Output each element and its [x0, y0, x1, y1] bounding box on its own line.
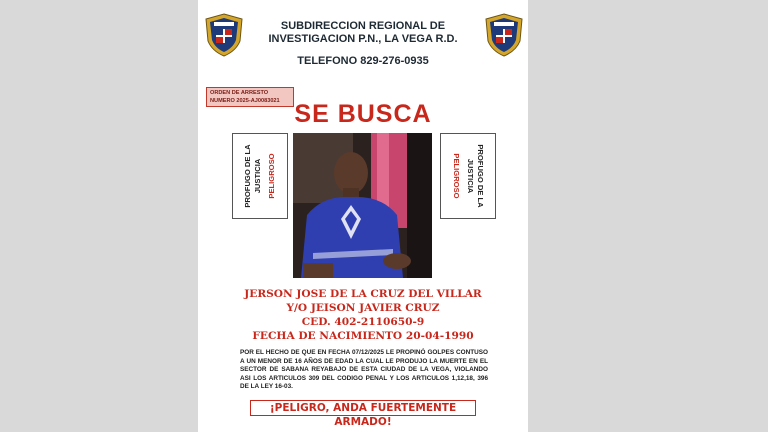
wanted-title: SE BUSCA — [294, 100, 432, 128]
arrest-order-number: NUMERO 2025-AJ0083021 — [210, 98, 280, 104]
armed-warning: ¡PELIGRO, ANDA FUERTEMENTE ARMADO! — [250, 400, 476, 416]
fugitive-box-left — [232, 133, 288, 219]
fugitive-box-right — [440, 133, 496, 219]
suspect-photo — [293, 133, 432, 278]
arrest-order-label: ORDEN DE ARRESTO — [210, 90, 269, 96]
header-phone: TELEFONO 829-276-0935 — [297, 55, 429, 67]
suspect-birthdate: FECHA DE NACIMIENTO 20-04-1990 — [252, 330, 474, 342]
fugitive-label-line1: PROFUGO DE LA — [243, 144, 252, 208]
suspect-id: CED. 402-2110650-9 — [301, 316, 425, 328]
header-line-2: INVESTIGACION P.N., LA VEGA R.D. — [268, 33, 458, 45]
crime-description: POR EL HECHO DE QUE EN FECHA 07/12/2025 LE PROPINÓ GOLPES CONTUSO A UN MENOR DE 16 AÑOS DE EDAD LA CUAL LE PRODUJO LA MUERTE EN EL SECTOR DE SABANA REYABAJO DE ESTA CIUDAD DE LA VEGA, VIOLANDO ASI LOS ARTICULOS 309 DEL CODIGO PENAL Y LOS ARTICULOS 1,12,18, 396 DE LA LEY 16-03. — [240, 349, 488, 391]
suspect-name: JERSON JOSE DE LA CRUZ DEL VILLAR — [244, 288, 482, 300]
dangerous-label: PELIGROSO — [452, 153, 461, 199]
wanted-poster — [198, 0, 528, 432]
fugitive-label-line2: JUSTICIA — [466, 158, 475, 194]
dangerous-label: PELIGROSO — [267, 153, 276, 199]
suspect-alias: Y/O JEISON JAVIER CRUZ — [286, 302, 440, 314]
header-line-1: SUBDIRECCION REGIONAL DE — [280, 20, 446, 32]
fugitive-label-line2: JUSTICIA — [253, 158, 262, 194]
fugitive-label-line1: PROFUGO DE LA — [476, 144, 485, 208]
